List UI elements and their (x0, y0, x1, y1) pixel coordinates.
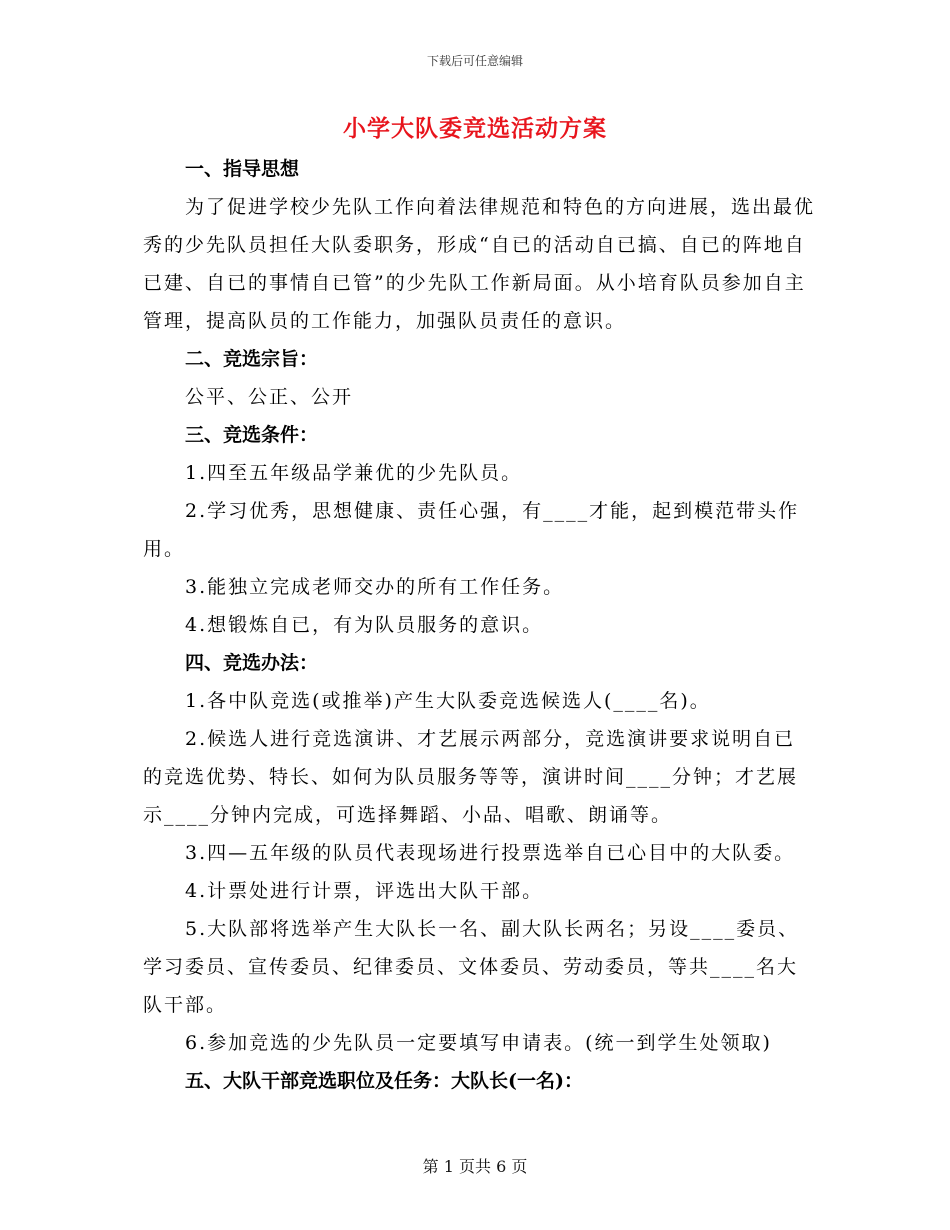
list-item-condition-2: 2.学习优秀，思想健康、责任心强，有____才能，起到模范带头作用。 (143, 500, 800, 560)
paragraph-guiding-ideology: 为了促进学校少先队工作向着法律规范和特色的方向进展，选出最优秀的少先队员担任大队委职务，形成“自已的活动自已搞、自已的阵地自已建、自已的事情自已管”的少先队工作新局面。从小培育队员参加自主管理，提高队员的工作能力，加强队员责任的意识。 (143, 196, 816, 332)
section-heading-positions: 五、大队干部竞选职位及任务：大队长(一名)： (185, 1070, 583, 1092)
section-heading-methods: 四、竞选办法： (185, 652, 319, 674)
list-item-method-1: 1.各中队竞选(或推举)产生大队委竞选候选人(____名)。 (185, 690, 711, 712)
section-heading-guiding-ideology: 一、指导思想 (185, 158, 300, 180)
section-heading-purpose: 二、竞选宗旨： (185, 348, 319, 370)
page-header-note: 下载后可任意编辑 (426, 54, 523, 68)
list-item-condition-1: 1.四至五年级品学兼优的少先队员。 (185, 462, 523, 484)
list-item-method-4: 4.计票处进行计票，评选出大队干部。 (185, 880, 544, 902)
list-item-condition-4: 4.想锻炼自已，有为队员服务的意识。 (185, 614, 544, 636)
list-item-method-3: 3.四—五年级的队员代表现场进行投票选举自已心目中的大队委。 (185, 842, 796, 864)
document-body (143, 150, 815, 1100)
list-item-method-6: 6.参加竞选的少先队员一定要填写申请表。(统一到学生处领取) (185, 1032, 772, 1054)
document-title: 小学大队委竞选活动方案 (343, 115, 607, 142)
list-item-condition-3: 3.能独立完成老师交办的所有工作任务。 (185, 576, 565, 598)
paragraph-purpose: 公平、公正、公开 (185, 386, 354, 408)
list-item-method-2: 2.候选人进行竞选演讲、才艺展示两部分，竞选演讲要求说明自已的竞选优势、特长、如何为队员服务等等，演讲时间____分钟；才艺展示____分钟内完成，可选择舞蹈、小品、唱歌、朗诵等。 (143, 728, 799, 826)
section-heading-conditions: 三、竞选条件： (185, 424, 319, 446)
page-footer-page-number: 第 1 页共 6 页 (422, 1157, 528, 1176)
list-item-method-5: 5.大队部将选举产生大队长一名、副大队长两名；另设____委员、学习委员、宣传委员、纪律委员、文体委员、劳动委员，等共____名大队干部。 (143, 918, 800, 1016)
